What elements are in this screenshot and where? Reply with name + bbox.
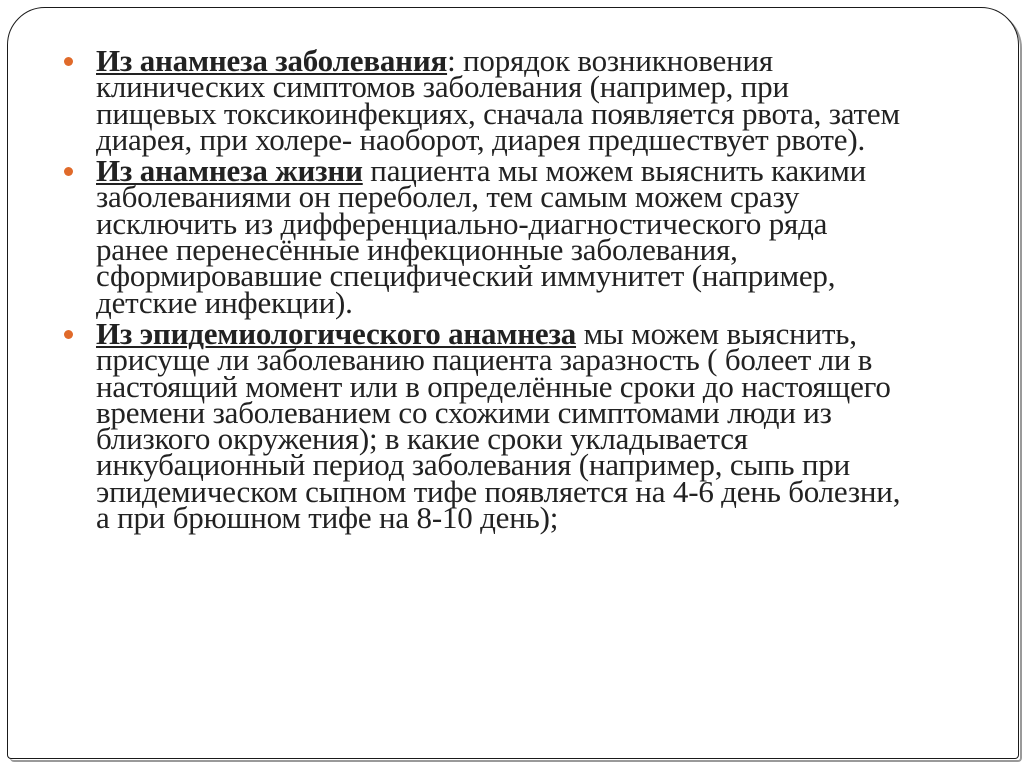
bullet-text: пациента мы можем выяснить какими заболеваниями он переболел, тем самым можем сразу исключить из дифференциально-диагностического ряда ранее перенесённые инфекционные заболевания, сформировавшие специфический иммунитет (например, детские инфекции). <box>96 153 866 320</box>
bullet-lead: Из анамнеза заболевания <box>96 43 448 78</box>
bullet-dot-icon <box>64 330 73 339</box>
bullet-text: мы можем выяснить, присуще ли заболеванию пациента заразность ( болеет ли в настоящий момент или в определённые сроки до настоящего времени заболеванием со схожими симптомами люди из близкого окружения); в какие сроки укладывается инкубационный период заболевания (например, сыпь при эпидемическом сыпном тифе появляется на 4-6 день болезни, а при брюшном тифе на 8-10 день); <box>96 315 901 536</box>
bullet-dot-icon <box>64 167 73 176</box>
bullet-item-epidemiological-anamnesis <box>62 315 902 536</box>
slide-content <box>62 43 902 536</box>
bullet-dot-icon <box>64 57 73 66</box>
bullet-lead: Из анамнеза жизни <box>96 153 363 189</box>
bullet-item-life-anamnesis <box>62 153 902 320</box>
bullet-lead: Из эпидемиологического анамнеза <box>96 315 577 351</box>
bullet-item-disease-anamnesis <box>62 43 902 157</box>
bullet-text: : порядок возникновения клинических симптомов заболевания (например, при пищевых токсикоинфекциях, сначала появляется рвота, затем диарея, при холере- наоборот, диарея предшествует рвоте). <box>96 43 900 157</box>
